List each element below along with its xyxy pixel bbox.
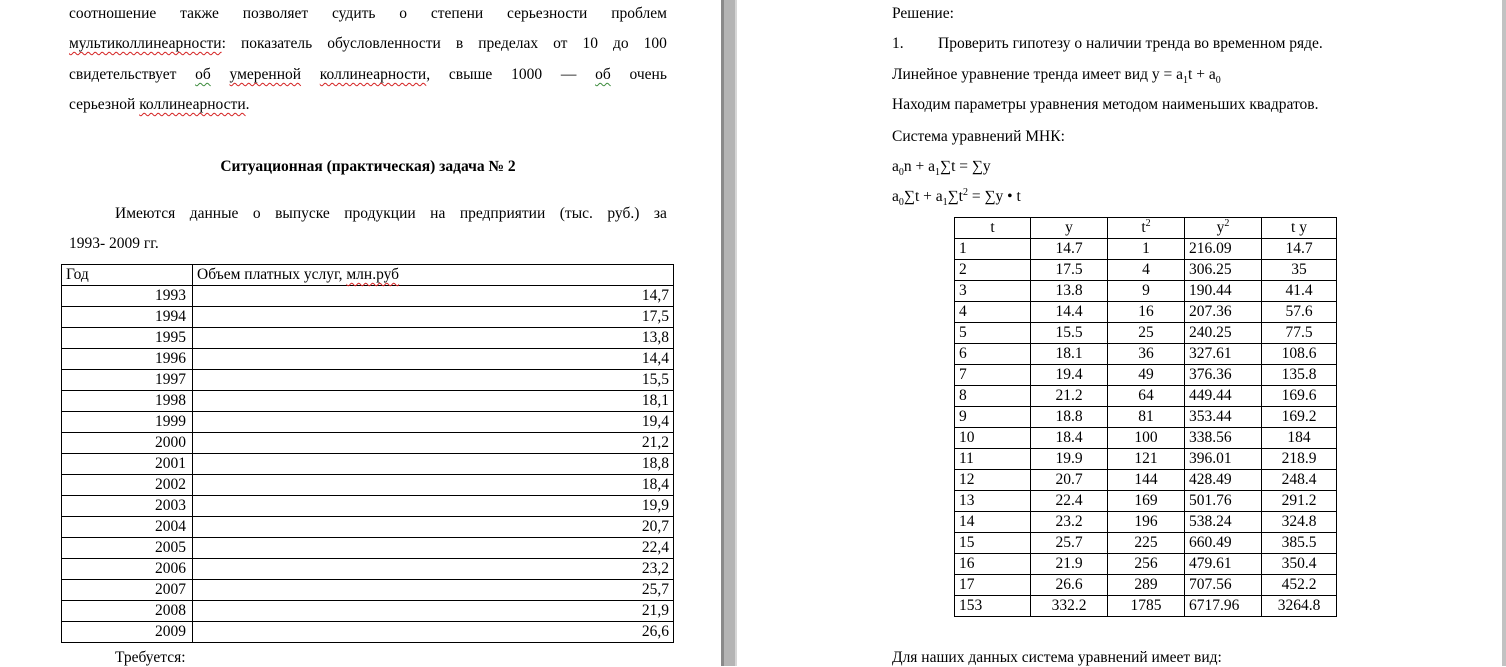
- calc-header-row: [955, 218, 1337, 239]
- y-cell: 19.9: [1031, 449, 1108, 470]
- t-cell: 17: [955, 575, 1031, 596]
- table-row: [62, 517, 674, 538]
- y-squared-cell: 376.36: [1185, 365, 1262, 386]
- table-row: [62, 496, 674, 517]
- ty-cell: 324.8: [1262, 512, 1337, 533]
- calc-header-y2: $y^2$: [1185, 218, 1262, 239]
- year-cell: 2008: [62, 601, 193, 622]
- intro-line2: 1993- 2009 гг.: [69, 235, 159, 252]
- t-squared-cell: 289: [1108, 575, 1185, 596]
- t-squared-cell: 4: [1108, 260, 1185, 281]
- y-cell: 332.2: [1031, 596, 1108, 617]
- output-table: [61, 264, 674, 643]
- table-row: [62, 349, 674, 370]
- t-cell: 13: [955, 491, 1031, 512]
- year-cell: 1994: [62, 307, 193, 328]
- year-cell: 2006: [62, 559, 193, 580]
- t-cell: 12: [955, 470, 1031, 491]
- y-cell: 18.4: [1031, 428, 1108, 449]
- t-squared-cell: 9: [1108, 281, 1185, 302]
- ty-cell: 77.5: [1262, 323, 1337, 344]
- volume-cell: 18,1: [193, 391, 674, 412]
- y-squared-cell: 190.44: [1185, 281, 1262, 302]
- table-row: [62, 328, 674, 349]
- volume-cell: 15,5: [193, 370, 674, 391]
- t-squared-cell: 1785: [1108, 596, 1185, 617]
- t-cell: 8: [955, 386, 1031, 407]
- para1-line1: соотношение также позволяет судить о степени серьезности проблем: [69, 5, 667, 22]
- y-cell: 21.2: [1031, 386, 1108, 407]
- solution-label: Решение:: [892, 5, 954, 22]
- table-row: [62, 580, 674, 601]
- t-squared-cell: 49: [1108, 365, 1185, 386]
- calc-row: [955, 281, 1337, 302]
- y-squared-cell: 327.61: [1185, 344, 1262, 365]
- t-cell: 11: [955, 449, 1031, 470]
- t-cell: 153: [955, 596, 1031, 617]
- t-cell: 1: [955, 239, 1031, 260]
- step-text: Проверить гипотезу о наличии тренда во временном ряде.: [938, 35, 1323, 52]
- ty-cell: 452.2: [1262, 575, 1337, 596]
- volume-cell: 19,4: [193, 412, 674, 433]
- y-squared-cell: 449.44: [1185, 386, 1262, 407]
- ty-cell: 3264.8: [1262, 596, 1337, 617]
- t-cell: 6: [955, 344, 1031, 365]
- volume-cell: 17,5: [193, 307, 674, 328]
- y-cell: 17.5: [1031, 260, 1108, 281]
- volume-cell: 13,8: [193, 328, 674, 349]
- table-row: [62, 454, 674, 475]
- t-cell: 9: [955, 407, 1031, 428]
- year-cell: 1996: [62, 349, 193, 370]
- volume-cell: 22,4: [193, 538, 674, 559]
- ty-cell: 108.6: [1262, 344, 1337, 365]
- y-cell: 25.7: [1031, 533, 1108, 554]
- t-squared-cell: 81: [1108, 407, 1185, 428]
- y-squared-cell: 707.56: [1185, 575, 1262, 596]
- table-row: [62, 412, 674, 433]
- calc-row: [955, 239, 1337, 260]
- year-cell: 1999: [62, 412, 193, 433]
- calc-row: [955, 470, 1337, 491]
- ty-cell: 350.4: [1262, 554, 1337, 575]
- para1-line3: свидетельствует об умеренной коллинеарности, свыше 1000 — об очень: [69, 66, 667, 83]
- calc-header-t2: $t^2$: [1108, 218, 1185, 239]
- y-cell: 14.7: [1031, 239, 1108, 260]
- y-squared-cell: 660.49: [1185, 533, 1262, 554]
- ty-cell: 385.5: [1262, 533, 1337, 554]
- y-cell: 13.8: [1031, 281, 1108, 302]
- y-squared-cell: 6717.96: [1185, 596, 1262, 617]
- t-cell: 15: [955, 533, 1031, 554]
- step-number: 1.: [892, 35, 904, 52]
- volume-cell: 23,2: [193, 559, 674, 580]
- para1-line4: серьезной коллинеарности.: [69, 96, 250, 113]
- t-squared-cell: 256: [1108, 554, 1185, 575]
- t-cell: 10: [955, 428, 1031, 449]
- y-cell: 23.2: [1031, 512, 1108, 533]
- page-edge: [1502, 0, 1506, 666]
- y-squared-cell: 216.09: [1185, 239, 1262, 260]
- ty-cell: 291.2: [1262, 491, 1337, 512]
- calc-row: [955, 302, 1337, 323]
- y-cell: 19.4: [1031, 365, 1108, 386]
- t-squared-cell: 196: [1108, 512, 1185, 533]
- volume-cell: 14,4: [193, 349, 674, 370]
- y-cell: 20.7: [1031, 470, 1108, 491]
- table-row: [62, 391, 674, 412]
- ty-cell: 14.7: [1262, 239, 1337, 260]
- calc-header-t: t: [955, 218, 1031, 239]
- table-row: [62, 475, 674, 496]
- year-cell: 1993: [62, 286, 193, 307]
- ty-cell: 248.4: [1262, 470, 1337, 491]
- year-cell: 2002: [62, 475, 193, 496]
- para1-line2: мультиколлинеарности: показатель обусловленности в пределах от 10 до 100: [69, 35, 667, 52]
- calc-header-ty: t y: [1262, 218, 1337, 239]
- calc-row: [955, 386, 1337, 407]
- volume-cell: 20,7: [193, 517, 674, 538]
- t-squared-cell: 25: [1108, 323, 1185, 344]
- table-row: [62, 559, 674, 580]
- ty-cell: 169.6: [1262, 386, 1337, 407]
- calc-row: [955, 533, 1337, 554]
- t-cell: 16: [955, 554, 1031, 575]
- year-cell: 2003: [62, 496, 193, 517]
- t-squared-cell: 1: [1108, 239, 1185, 260]
- t-cell: 3: [955, 281, 1031, 302]
- year-cell: 2005: [62, 538, 193, 559]
- y-squared-cell: 353.44: [1185, 407, 1262, 428]
- header-year: Год: [62, 265, 193, 286]
- table-row: [62, 433, 674, 454]
- ols-text: Находим параметры уравнения методом наименьших квадратов.: [892, 96, 1319, 113]
- y-cell: 14.4: [1031, 302, 1108, 323]
- task-heading: Ситуационная (практическая) задача № 2: [220, 158, 516, 175]
- year-cell: 2004: [62, 517, 193, 538]
- calc-row: [955, 491, 1337, 512]
- y-squared-cell: 479.61: [1185, 554, 1262, 575]
- year-cell: 1995: [62, 328, 193, 349]
- table-row: [62, 307, 674, 328]
- equation-2: $a_0\sum t + a_1\sum t^2 = \sum y$ • t: [892, 186, 1021, 209]
- table-row: [62, 370, 674, 391]
- table-row: [62, 286, 674, 307]
- y-squared-cell: 207.36: [1185, 302, 1262, 323]
- t-squared-cell: 100: [1108, 428, 1185, 449]
- calc-total-row: [955, 596, 1337, 617]
- y-cell: 21.9: [1031, 554, 1108, 575]
- year-cell: 1998: [62, 391, 193, 412]
- ty-cell: 41.4: [1262, 281, 1337, 302]
- t-squared-cell: 16: [1108, 302, 1185, 323]
- t-squared-cell: 121: [1108, 449, 1185, 470]
- y-cell: 15.5: [1031, 323, 1108, 344]
- year-cell: 1997: [62, 370, 193, 391]
- ty-cell: 169.2: [1262, 407, 1337, 428]
- volume-cell: 18,8: [193, 454, 674, 475]
- volume-cell: 21,2: [193, 433, 674, 454]
- t-squared-cell: 225: [1108, 533, 1185, 554]
- calc-row: [955, 323, 1337, 344]
- intro-line1: Имеются данные о выпуске продукции на предприятии (тыс. руб.) за: [115, 205, 667, 222]
- y-cell: 26.6: [1031, 575, 1108, 596]
- volume-cell: 19,9: [193, 496, 674, 517]
- volume-cell: 25,7: [193, 580, 674, 601]
- calc-table: [954, 217, 1337, 617]
- page-gap: [721, 0, 737, 666]
- system-label: Система уравнений МНК:: [892, 128, 1065, 145]
- y-cell: 18.1: [1031, 344, 1108, 365]
- y-squared-cell: 396.01: [1185, 449, 1262, 470]
- year-cell: 2009: [62, 622, 193, 643]
- t-cell: 7: [955, 365, 1031, 386]
- ty-cell: 184: [1262, 428, 1337, 449]
- calc-row: [955, 575, 1337, 596]
- calc-header-y: y: [1031, 218, 1108, 239]
- t-squared-cell: 144: [1108, 470, 1185, 491]
- y-squared-cell: 338.56: [1185, 428, 1262, 449]
- ty-cell: 57.6: [1262, 302, 1337, 323]
- calc-row: [955, 365, 1337, 386]
- volume-cell: 18,4: [193, 475, 674, 496]
- y-cell: 18.8: [1031, 407, 1108, 428]
- t-squared-cell: 64: [1108, 386, 1185, 407]
- t-cell: 2: [955, 260, 1031, 281]
- table-row: [62, 622, 674, 643]
- table-header-row: [62, 265, 674, 286]
- t-squared-cell: 36: [1108, 344, 1185, 365]
- ty-cell: 35: [1262, 260, 1337, 281]
- calc-row: [955, 344, 1337, 365]
- year-cell: 2000: [62, 433, 193, 454]
- t-cell: 5: [955, 323, 1031, 344]
- volume-cell: 21,9: [193, 601, 674, 622]
- ty-cell: 218.9: [1262, 449, 1337, 470]
- table-row: [62, 538, 674, 559]
- ty-cell: 135.8: [1262, 365, 1337, 386]
- calc-row: [955, 260, 1337, 281]
- calc-row: [955, 554, 1337, 575]
- year-cell: 2007: [62, 580, 193, 601]
- year-cell: 2001: [62, 454, 193, 475]
- table-row: [62, 601, 674, 622]
- t-cell: 14: [955, 512, 1031, 533]
- y-squared-cell: 538.24: [1185, 512, 1262, 533]
- calc-row: [955, 449, 1337, 470]
- trend-equation: Линейное уравнение тренда имеет вид $y = a_1t + a_0$: [892, 66, 1221, 87]
- y-squared-cell: 428.49: [1185, 470, 1262, 491]
- t-squared-cell: 169: [1108, 491, 1185, 512]
- system-footer: Для наших данных система уравнений имеет вид:: [892, 649, 1222, 666]
- y-squared-cell: 240.25: [1185, 323, 1262, 344]
- equation-1: $a_0n + a_1\sum t = \sum y$: [892, 158, 991, 179]
- calc-row: [955, 407, 1337, 428]
- calc-row: [955, 512, 1337, 533]
- header-volume: Объем платных услуг, млн.руб: [193, 265, 674, 286]
- calc-row: [955, 428, 1337, 449]
- y-squared-cell: 306.25: [1185, 260, 1262, 281]
- y-cell: 22.4: [1031, 491, 1108, 512]
- t-cell: 4: [955, 302, 1031, 323]
- requirement-label: Требуется:: [115, 649, 186, 666]
- volume-cell: 26,6: [193, 622, 674, 643]
- volume-cell: 14,7: [193, 286, 674, 307]
- y-squared-cell: 501.76: [1185, 491, 1262, 512]
